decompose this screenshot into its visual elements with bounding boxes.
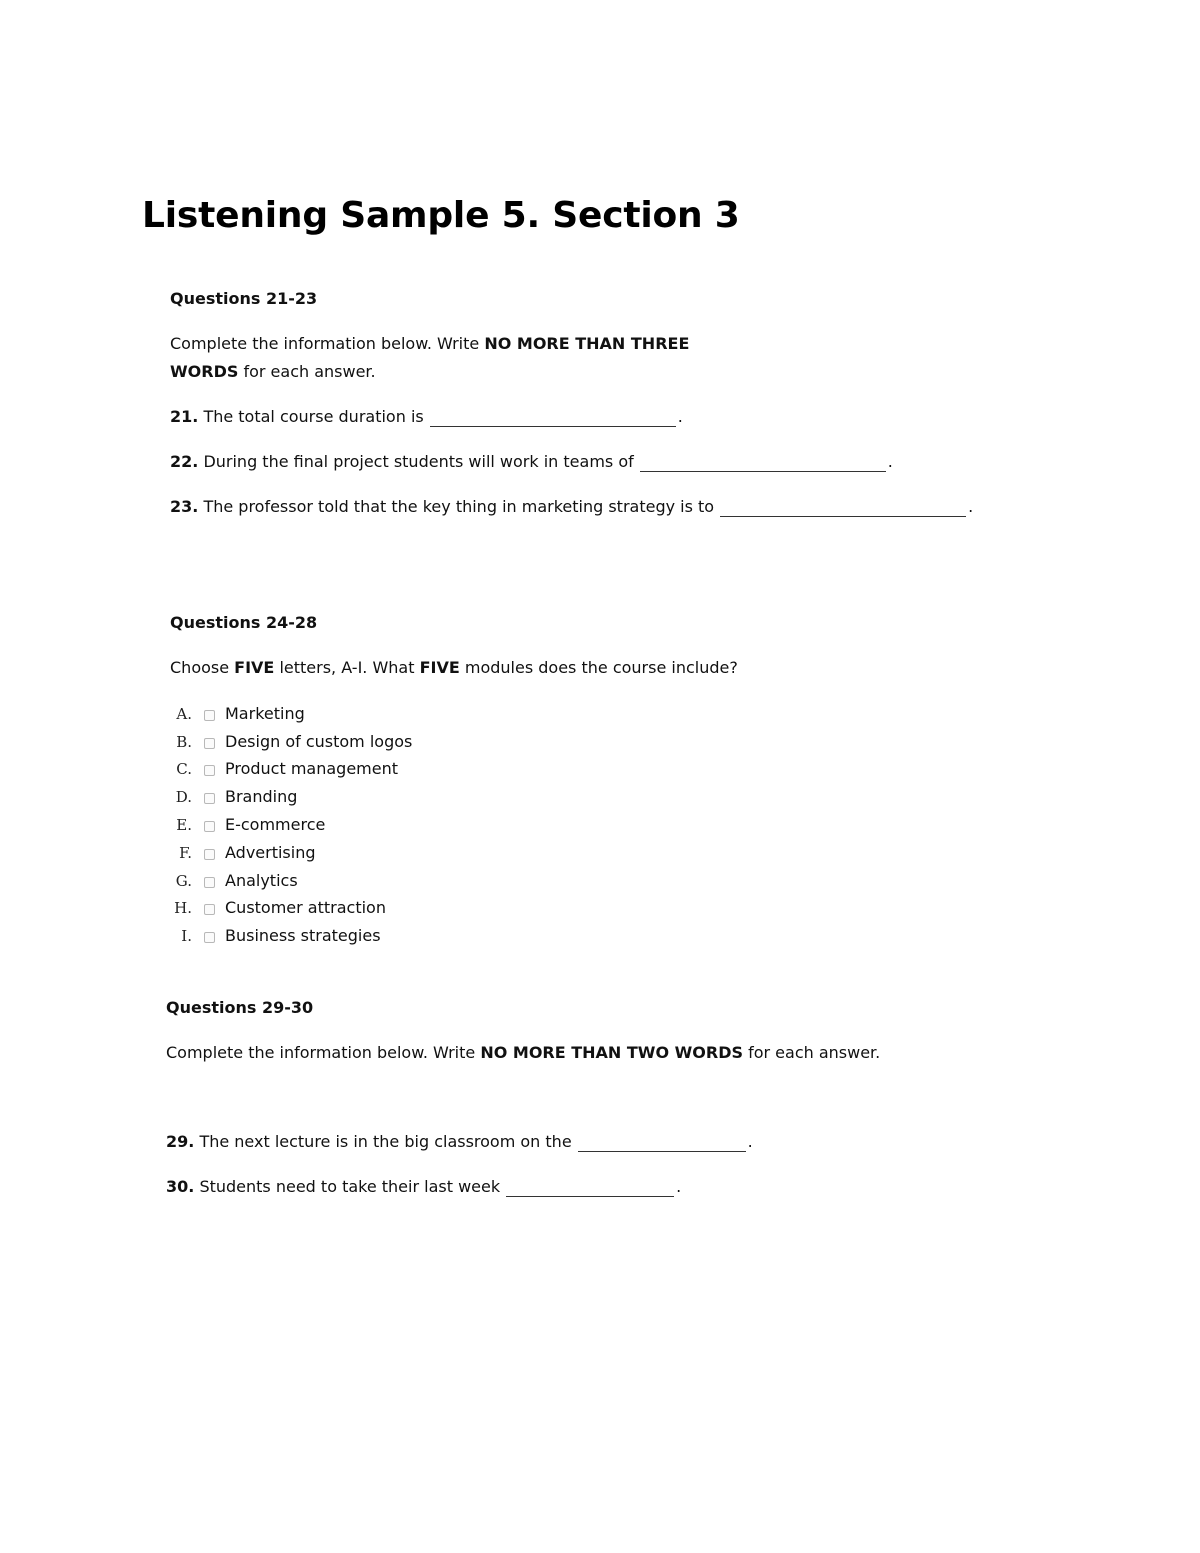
instruction-text: Complete the information below. Write <box>166 1043 481 1062</box>
question-number: 29. <box>166 1132 195 1151</box>
instructions <box>170 330 740 386</box>
question-end: . <box>887 452 893 471</box>
instruction-text: for each answer. <box>238 362 376 381</box>
option-a[interactable] <box>170 700 1070 728</box>
option-label: Customer attraction <box>225 898 386 918</box>
module-options-list <box>170 700 1070 950</box>
question-text: The next lecture is in the big classroom on the <box>199 1132 572 1151</box>
option-label: Branding <box>225 787 298 807</box>
option-checkbox[interactable] <box>204 904 215 915</box>
option-letter: D. <box>175 788 192 807</box>
option-label: Design of custom logos <box>225 731 413 751</box>
questions-29-30-section <box>166 995 1066 1201</box>
question-29 <box>166 1128 1066 1156</box>
section-heading: Questions 29-30 <box>166 998 314 1017</box>
question-text: Students need to take their last week <box>199 1177 501 1196</box>
question-22 <box>170 448 1070 476</box>
instruction-text: letters, A-I. What <box>274 658 420 677</box>
question-21 <box>170 403 1070 431</box>
option-letter: B. <box>176 732 192 751</box>
option-b[interactable] <box>170 728 1070 756</box>
option-checkbox[interactable] <box>204 849 215 860</box>
option-letter: E. <box>176 816 192 835</box>
option-i[interactable] <box>170 922 1070 950</box>
option-letter: C. <box>176 760 192 779</box>
question-30 <box>166 1173 1066 1201</box>
instruction-text: Choose <box>170 658 235 677</box>
page-title: Listening Sample 5. Section 3 <box>142 195 740 236</box>
option-letter: F. <box>179 843 192 862</box>
option-d[interactable] <box>170 783 1070 811</box>
question-number: 30. <box>166 1177 195 1196</box>
section-heading: Questions 21-23 <box>170 289 318 308</box>
questions-21-23-section <box>170 286 1070 521</box>
section-heading: Questions 24-28 <box>170 613 318 632</box>
option-letter: G. <box>175 871 192 890</box>
option-label: Advertising <box>225 842 316 862</box>
question-number: 22. <box>170 452 199 471</box>
option-letter: I. <box>181 927 192 946</box>
instruction-emphasis: NO MORE THAN TWO WORDS <box>480 1043 743 1062</box>
question-number: 21. <box>170 407 199 426</box>
question-text: During the final project students will work in teams of <box>203 452 634 471</box>
option-label: E-commerce <box>225 815 326 835</box>
option-label: Business strategies <box>225 926 381 946</box>
questions-24-28-section <box>170 610 1070 950</box>
answer-23-input[interactable] <box>720 498 966 517</box>
option-e[interactable] <box>170 811 1070 839</box>
question-end: . <box>676 1177 682 1196</box>
option-f[interactable] <box>170 839 1070 867</box>
question-text: The total course duration is <box>203 407 424 426</box>
option-h[interactable] <box>170 895 1070 923</box>
answer-29-input[interactable] <box>578 1133 746 1152</box>
option-checkbox[interactable] <box>204 765 215 776</box>
option-letter: H. <box>174 899 192 918</box>
question-end: . <box>968 497 974 516</box>
option-c[interactable] <box>170 756 1070 784</box>
instruction-text: modules does the course include? <box>459 658 738 677</box>
question-end: . <box>677 407 683 426</box>
instruction-text: Complete the information below. Write <box>170 334 485 353</box>
option-label: Marketing <box>225 703 305 723</box>
answer-30-input[interactable] <box>506 1178 674 1197</box>
option-checkbox[interactable] <box>204 932 215 943</box>
option-checkbox[interactable] <box>204 821 215 832</box>
instructions <box>166 1039 1066 1067</box>
question-number: 23. <box>170 497 199 516</box>
option-label: Product management <box>225 759 399 779</box>
instruction-emphasis: FIVE <box>234 658 275 677</box>
instruction-emphasis: FIVE <box>419 658 460 677</box>
instruction-text: for each answer. <box>743 1043 881 1062</box>
option-checkbox[interactable] <box>204 738 215 749</box>
option-g[interactable] <box>170 867 1070 895</box>
question-end: . <box>747 1132 753 1151</box>
question-text: The professor told that the key thing in marketing strategy is to <box>203 497 715 516</box>
answer-21-input[interactable] <box>430 408 676 427</box>
instruction-emphasis: NO MORE THAN THREE WORDS <box>170 334 690 381</box>
option-checkbox[interactable] <box>204 710 215 721</box>
instructions <box>170 654 1070 682</box>
option-checkbox[interactable] <box>204 793 215 804</box>
answer-22-input[interactable] <box>640 453 886 472</box>
option-letter: A. <box>176 704 192 723</box>
question-23 <box>170 493 1070 521</box>
option-label: Analytics <box>225 870 298 890</box>
option-checkbox[interactable] <box>204 877 215 888</box>
